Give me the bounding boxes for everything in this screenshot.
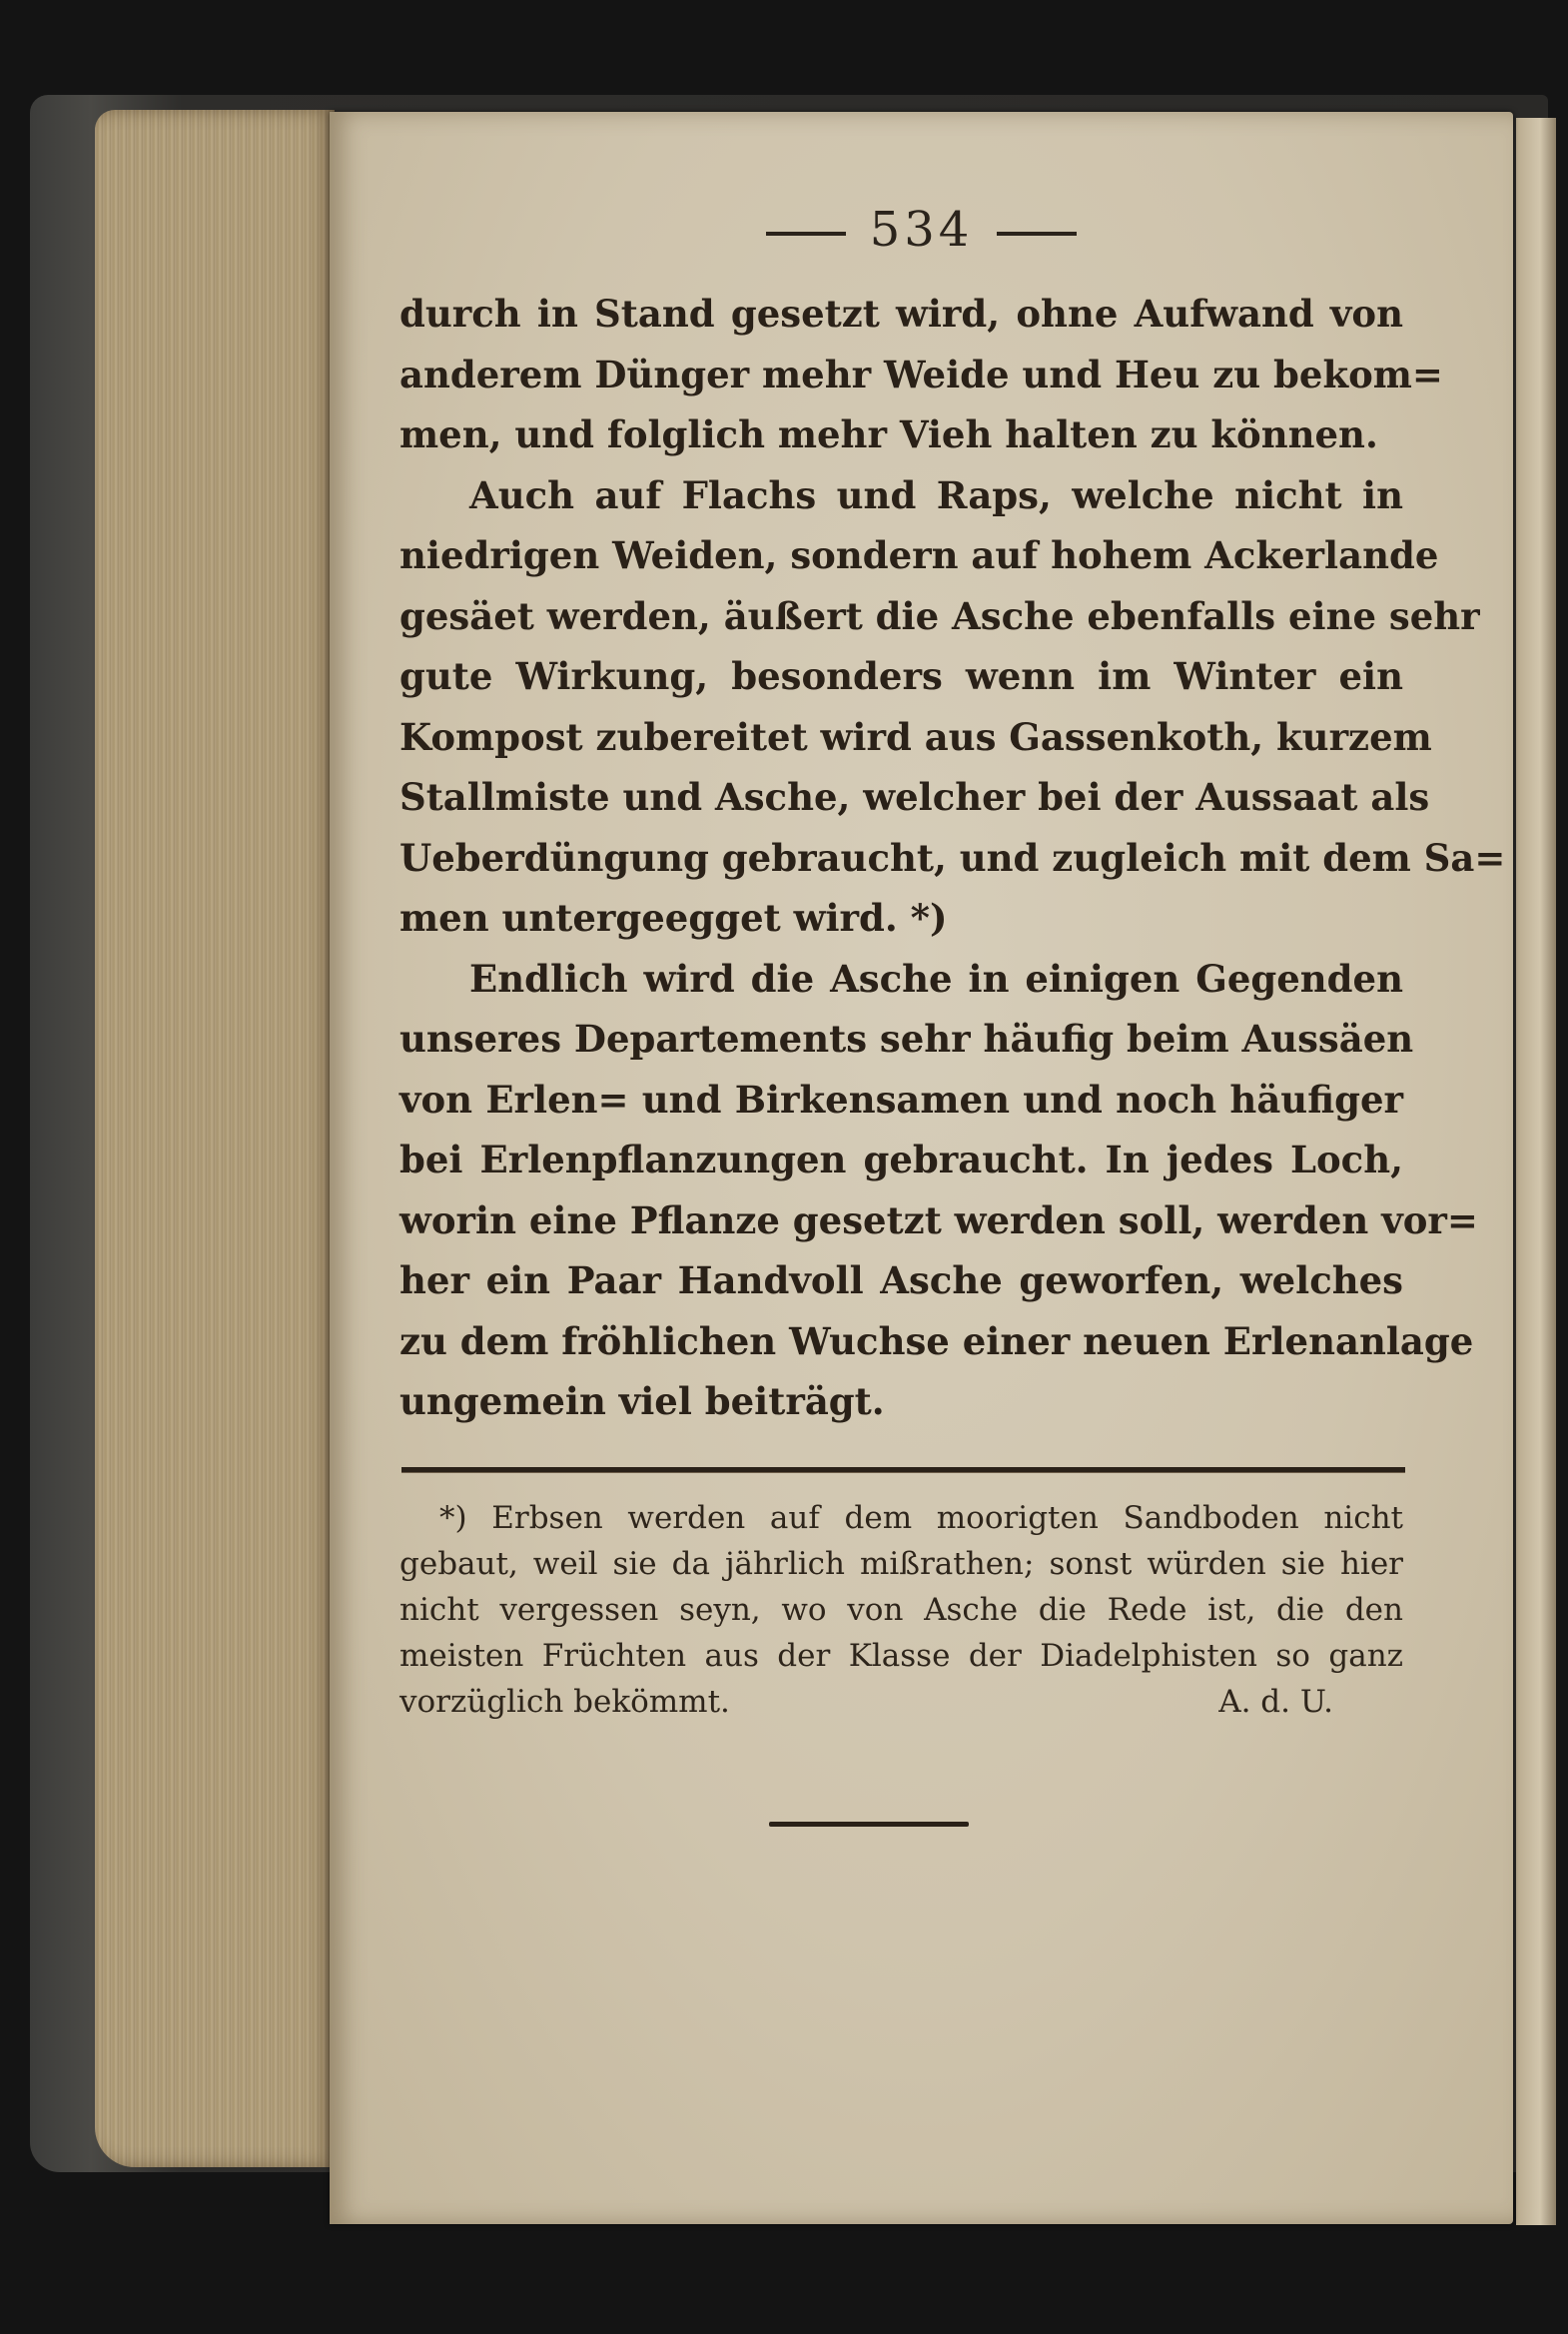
- body-line: gute Wirkung, besonders wenn im Winter ein: [399, 654, 1403, 698]
- page-edges: [95, 110, 335, 2167]
- body-text: [399, 284, 1506, 1432]
- body-line: gesäet werden, äußert die Asche ebenfalls eine sehr: [399, 593, 1480, 638]
- end-ornament-rule: [769, 1822, 969, 1827]
- body-line: her ein Paar Handvoll Asche geworfen, welches: [399, 1258, 1403, 1302]
- body-line: Stallmiste und Asche, welcher bei der Aussaat als: [399, 775, 1430, 819]
- body-line: Endlich wird die Asche in einigen Gegenden: [469, 956, 1403, 1001]
- footnote-line: vorzüglich bekömmt.: [399, 1684, 730, 1720]
- body-line: niedrigen Weiden, sondern auf hohem Ackerlande: [399, 533, 1439, 577]
- page-number: 534: [869, 202, 974, 258]
- footnote-signature: A. d. U.: [1218, 1684, 1333, 1720]
- body-line: men, und folglich mehr Vieh halten zu können.: [399, 412, 1378, 456]
- body-line: anderem Dünger mehr Weide und Heu zu bekom=: [399, 352, 1443, 396]
- body-line: men untergeegget wird. *): [399, 896, 948, 940]
- footnote-line: *) Erbsen werden auf dem moorigten Sandboden nicht: [439, 1500, 1403, 1536]
- body-line: unseres Departements sehr häufig beim Aussäen: [399, 1017, 1414, 1061]
- footnote-last-line: [399, 1679, 1403, 1725]
- next-page-edge: [1516, 118, 1556, 2225]
- footnote-line: gebaut, weil sie da jährlich mißrathen; sonst würden sie hier: [399, 1546, 1403, 1582]
- footnote-line: nicht vergessen seyn, wo von Asche die Rede ist, die den: [399, 1592, 1403, 1628]
- body-line: ungemein viel beiträgt.: [399, 1379, 885, 1423]
- body-line: Ueberdüngung gebraucht, und zugleich mit dem Sa=: [399, 835, 1506, 880]
- footnote-line: meisten Früchten aus der Klasse der Diadelphisten so ganz: [399, 1638, 1403, 1674]
- footnote: [399, 1495, 1403, 1725]
- body-line: Kompost zubereitet wird aus Gassenkoth, kurzem: [399, 714, 1432, 759]
- body-line: Auch auf Flachs und Raps, welche nicht in: [469, 472, 1403, 517]
- page-header: [330, 202, 1513, 258]
- book-page: [330, 112, 1513, 2224]
- footnote-separator: [401, 1467, 1405, 1473]
- body-line: worin eine Pflanze gesetzt werden soll, werden vor=: [399, 1197, 1478, 1242]
- header-dash-right: [997, 232, 1077, 236]
- body-line: bei Erlenpflanzungen gebraucht. In jedes Loch,: [399, 1138, 1403, 1181]
- header-dash-left: [766, 232, 846, 236]
- body-line: zu dem fröhlichen Wuchse einer neuen Erlenanlage: [399, 1318, 1474, 1363]
- body-line: von Erlen= und Birkensamen und noch häufiger: [399, 1077, 1403, 1122]
- body-line: durch in Stand gesetzt wird, ohne Aufwand von: [399, 292, 1403, 336]
